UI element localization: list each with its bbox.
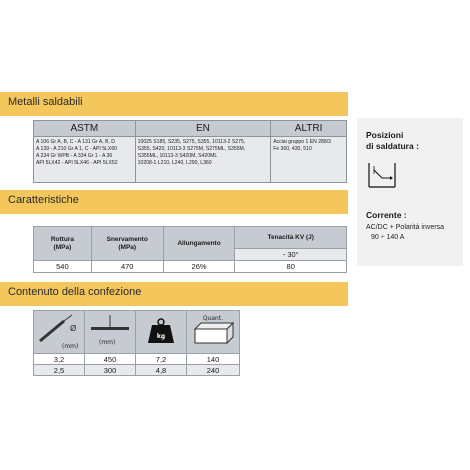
header-allungamento-label: Allungamento [177, 239, 221, 247]
header-tenacita [235, 227, 347, 249]
altri-line: Acciai gruppo 1 EN 288/3 [273, 139, 331, 145]
diameter-unit: (mm) [62, 343, 79, 350]
confezione-table [33, 310, 240, 376]
header-rottura-unit: (MPa) [53, 243, 72, 251]
astm-line: A 106 Gr A, B, C - A 131 Gr A, B, D [36, 139, 115, 145]
weight-unit: kg [156, 333, 166, 340]
welding-positions-icon [366, 160, 398, 190]
header-en: EN [135, 121, 271, 137]
icon-cell-weight [136, 311, 187, 354]
header-allungamento [163, 227, 235, 261]
astm-line: A 234 Gr WPB - A 334 Gr 1 - A 36 [36, 153, 113, 160]
corrente-title: Corrente : [366, 210, 407, 220]
posizioni-title-line2: di saldatura : [366, 141, 419, 151]
astm-line: A 139 - A 210 Gr A 1, C - API 5LX60 [36, 146, 117, 153]
cell-length: 300 [85, 365, 136, 376]
cell-quantity: 140 [187, 354, 240, 365]
icon-cell-diameter [34, 311, 85, 354]
section-band-caratteristiche [0, 190, 348, 214]
weight-icon [136, 311, 186, 351]
header-altri: ALTRI [271, 121, 347, 137]
header-snervamento-label: Snervamento [106, 235, 148, 243]
cell-diameter: 3,2 [34, 354, 85, 365]
tenacita-temp: - 30° [235, 249, 347, 261]
header-tenacita-label: Tenacità KV (J) [267, 233, 314, 241]
quantity-label: Quant. [202, 315, 224, 322]
en-line: S355ML, 10113-3 S420M, S420ML [137, 153, 218, 160]
info-panel [357, 118, 463, 266]
posizioni-title-line1: Posizioni [366, 130, 404, 140]
header-rottura [34, 227, 92, 261]
corrente-line1: AC/DC + Polarità inversa [366, 224, 445, 231]
value-rottura: 540 [34, 261, 92, 273]
cell-en [135, 137, 271, 183]
header-rottura-label: Rottura [50, 235, 74, 243]
length-unit: (mm) [99, 339, 116, 346]
cell-diameter: 2,5 [34, 365, 85, 376]
icon-cell-quantity [187, 311, 240, 354]
header-astm: ASTM [34, 121, 136, 137]
value-snervamento: 470 [91, 261, 163, 273]
section-title-caratteristiche: Caratteristiche [8, 194, 79, 206]
package-quantity-icon [187, 311, 239, 351]
metalli-table [33, 120, 347, 183]
header-snervamento [91, 227, 163, 261]
header-snervamento-unit: (MPa) [118, 243, 137, 251]
diameter-symbol: Ø [70, 324, 77, 333]
en-line: 10025 S185, S235, S275, S355, 10113-2 S275, [137, 139, 246, 145]
cell-weight: 7,2 [136, 354, 187, 365]
astm-line: API 5LX42 - API 5LX46 - API 5LX52 [36, 160, 118, 167]
value-allungamento: 26% [163, 261, 235, 273]
cell-altri [271, 137, 347, 183]
altri-line: Fe 360, 430, 510 [273, 146, 312, 153]
cell-weight: 4,8 [136, 365, 187, 376]
electrode-length-icon [85, 311, 135, 351]
section-title-confezione: Contenuto della confezione [8, 286, 142, 298]
section-band-confezione [0, 282, 348, 306]
icon-cell-length [85, 311, 136, 354]
en-line: S355, S420, 10113-3 S275M, S275ML, S355M, [137, 146, 246, 153]
cell-length: 450 [85, 354, 136, 365]
corrente-line2: 90 ÷ 140 A [371, 234, 405, 241]
cell-quantity: 240 [187, 365, 240, 376]
section-band-metalli [0, 92, 348, 116]
value-tenacita: 80 [235, 261, 347, 273]
caratteristiche-table [33, 226, 347, 273]
section-title-metalli: Metalli saldabili [8, 96, 83, 108]
en-line: 10208-1 L210, L240, L290, L360 [137, 160, 212, 167]
electrode-diameter-icon [34, 311, 84, 351]
cell-astm [34, 137, 136, 183]
